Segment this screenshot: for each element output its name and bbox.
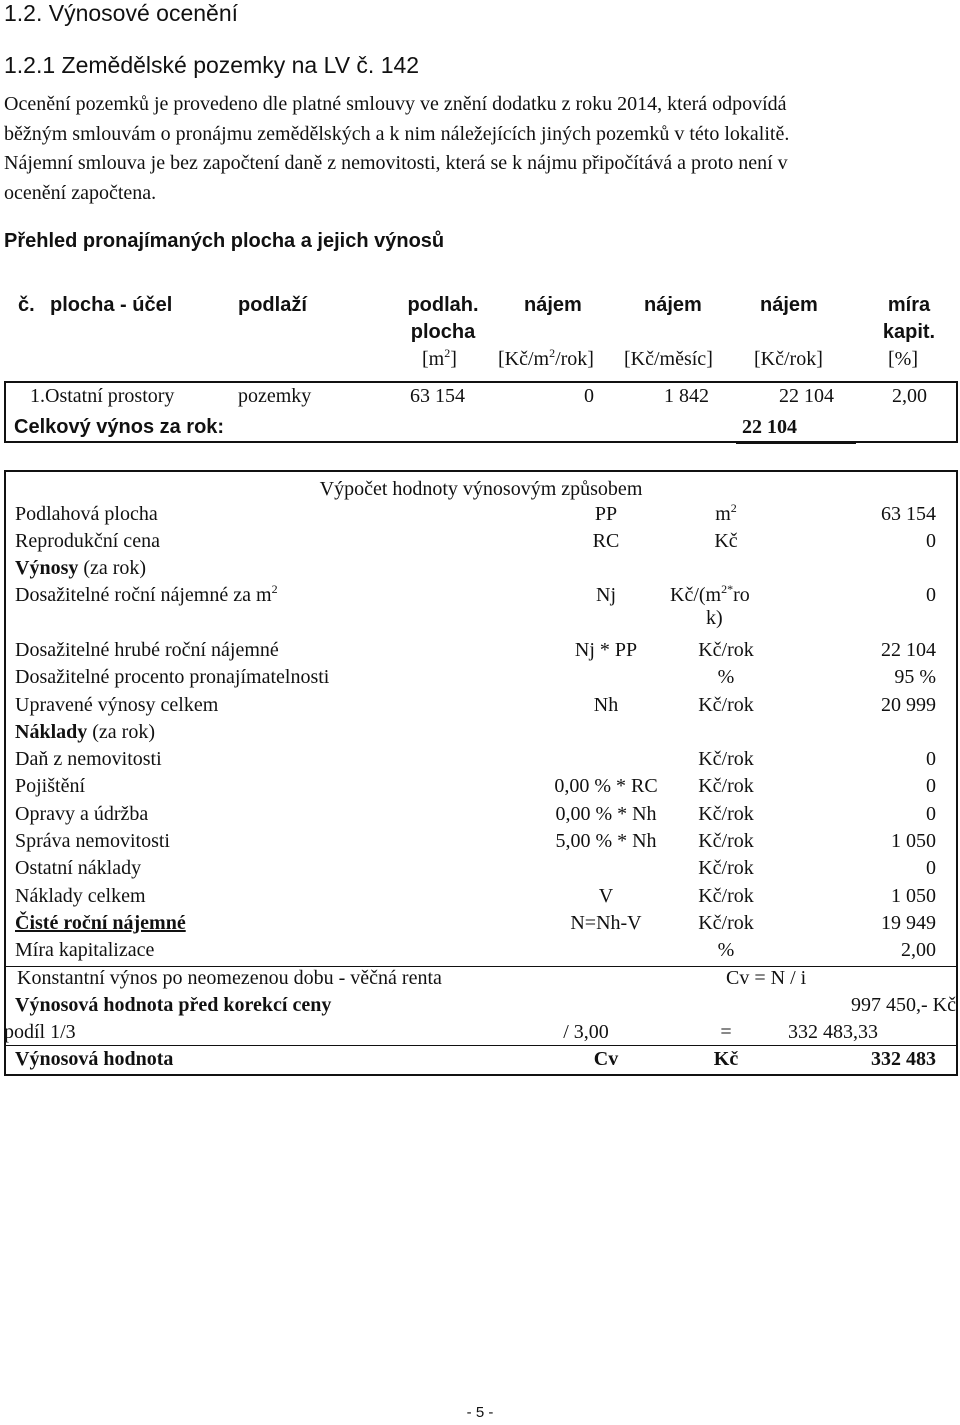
calc-value: 19 949 xyxy=(881,912,936,934)
paragraph-line: Ocenění pozemků je provedeno dle platné smlouvy ve znění dodatku z roku 2014, která odpovídá xyxy=(4,93,787,115)
unit-cap: [%] xyxy=(888,348,918,370)
row-name: 1.Ostatní prostory xyxy=(30,385,175,407)
row-floor: pozemky xyxy=(238,385,312,407)
calc-unit: $Kč/(m^{2*}ro$ k) xyxy=(670,582,750,629)
calc-row xyxy=(6,939,956,966)
calc-row xyxy=(6,748,956,775)
calc-label: Pojištění xyxy=(15,775,86,797)
page-number: - 5 - xyxy=(466,1404,494,1421)
calc-unit: Kč/rok xyxy=(698,912,754,934)
calc-unit: % xyxy=(717,939,735,961)
calc-label: Daň z nemovitosti xyxy=(15,748,162,770)
calc-row xyxy=(6,775,956,802)
divider xyxy=(6,1045,956,1046)
calc-symbol: Cv xyxy=(593,1048,619,1070)
col-header-number: č. xyxy=(18,294,35,316)
intro-paragraph xyxy=(4,90,954,208)
calc-label: Výnosová hodnota xyxy=(15,1048,174,1070)
paragraph-line: běžným smlouvám o pronájmu zemědělských a k nim náležejících jiných pozemků v této lokalitě. xyxy=(4,122,790,145)
calc-symbol: Nj xyxy=(596,584,616,606)
col-header-area-l2: plocha xyxy=(410,321,476,343)
calc-row xyxy=(6,557,956,584)
calc-value: 0 xyxy=(926,530,936,552)
calc-label: Dosažitelné roční nájemné za $m^2$ xyxy=(15,582,278,606)
calc-label: Náklady (za rok) xyxy=(15,721,155,743)
calc-label: Náklady celkem xyxy=(15,885,146,907)
calc-label: Míra kapitalizace xyxy=(15,939,155,961)
calc-row xyxy=(6,830,956,857)
calc-label: Dosažitelné hrubé roční nájemné xyxy=(15,639,279,661)
calc-formula: Cv = N / i xyxy=(726,967,807,989)
total-label: Celkový výnos za rok: xyxy=(14,416,225,438)
calc-unit: Kč/rok xyxy=(698,857,754,879)
row-area: 63 154 xyxy=(410,385,465,407)
total-underline xyxy=(736,441,856,444)
calc-unit: = xyxy=(720,1021,732,1043)
calc-label: Konstantní výnos po neomezenou dobu - věčná renta xyxy=(17,967,442,989)
calc-symbol: 0,00 % * RC xyxy=(554,775,658,797)
calc-unit: Kč/rok xyxy=(698,885,754,907)
col-header-rent-month: nájem xyxy=(644,294,702,316)
col-header-floor: podlaží xyxy=(238,294,307,316)
calc-unit: Kč/rok xyxy=(698,775,754,797)
col-header-rent-year: nájem xyxy=(760,294,818,316)
calc-unit: Kč/rok xyxy=(698,830,754,852)
calc-value: 0 xyxy=(926,748,936,770)
unit-rent-month: [Kč/měsíc] xyxy=(624,348,713,370)
calc-row xyxy=(6,994,956,1021)
paragraph-line: ocenění započtena. xyxy=(4,181,157,204)
col-header-cap-l2: kapit. xyxy=(882,321,936,343)
calc-row xyxy=(6,530,956,557)
calc-title: Výpočet hodnoty výnosovým způsobem xyxy=(319,478,643,500)
calc-symbol: Nj * PP xyxy=(574,639,638,661)
calc-unit: Kč/rok xyxy=(698,639,754,661)
calc-row xyxy=(6,803,956,830)
calc-unit: $m^2$ xyxy=(715,501,737,525)
calc-row xyxy=(6,1048,956,1075)
calc-symbol: N=Nh-V xyxy=(570,912,642,934)
calc-row xyxy=(6,582,956,629)
calc-label: Reprodukční cena xyxy=(15,530,160,552)
col-header-rent-m2: nájem xyxy=(524,294,582,316)
calc-symbol: PP xyxy=(594,503,618,525)
calc-row xyxy=(6,666,956,693)
calc-value: 2,00 xyxy=(901,939,936,961)
calc-value: 332 483 xyxy=(871,1048,936,1070)
calc-symbol: Nh xyxy=(593,694,619,716)
calc-value: 0 xyxy=(926,775,936,797)
calc-unit: Kč/rok xyxy=(698,803,754,825)
calc-table xyxy=(4,470,958,1076)
calc-symbol: 0,00 % * Nh xyxy=(555,803,657,825)
overview-table xyxy=(4,284,958,444)
calc-label: Správa nemovitosti xyxy=(15,830,170,852)
calc-value: 0 xyxy=(926,857,936,879)
calc-unit: Kč/rok xyxy=(698,748,754,770)
col-header-purpose: plocha - účel xyxy=(50,294,173,316)
calc-unit: Kč xyxy=(714,530,738,552)
calc-row xyxy=(6,885,956,912)
calc-value: 0 xyxy=(926,803,936,825)
calc-symbol: / 3,00 xyxy=(563,1021,609,1043)
divider xyxy=(956,381,958,441)
unit-area: $[m^2]$ xyxy=(422,346,457,370)
row-cap-rate: 2,00 xyxy=(892,385,927,407)
calc-label: podíl 1/3 xyxy=(4,1021,76,1043)
calc-symbol: V xyxy=(598,885,614,907)
calc-value: 63 154 xyxy=(881,503,936,525)
calc-label: Opravy a údržba xyxy=(15,803,149,825)
unit-rent-m2: $[Kč/m^2/rok]$ xyxy=(498,346,594,370)
col-header-area xyxy=(404,294,482,344)
calc-row xyxy=(6,694,956,721)
calc-value: 1 050 xyxy=(891,830,936,852)
col-header-area-l1: podlah. xyxy=(407,294,479,316)
calc-value: 22 104 xyxy=(881,639,936,661)
calc-label: Ostatní náklady xyxy=(15,857,142,879)
subsection-heading: 1.2.1 Zemědělské pozemky na LV č. 142 xyxy=(4,52,420,78)
calc-label: Výnosová hodnota před korekcí ceny xyxy=(15,994,332,1016)
calc-value: 332 483,33 xyxy=(788,1021,878,1043)
calc-value: 0 xyxy=(926,584,936,606)
row-rent-month: 1 842 xyxy=(664,385,709,407)
calc-value: 95 % xyxy=(894,666,936,688)
row-rent-year: 22 104 xyxy=(779,385,834,407)
calc-value: 1 050 xyxy=(891,885,936,907)
calc-row xyxy=(6,967,956,994)
calc-row xyxy=(6,1021,956,1048)
calc-label: Upravené výnosy celkem xyxy=(15,694,219,716)
overview-title: Přehled pronajímaných plocha a jejich výnosů xyxy=(4,230,445,252)
calc-label: Dosažitelné procento pronajímatelnosti xyxy=(15,666,330,688)
calc-unit: % xyxy=(717,666,735,688)
calc-label: Čisté roční nájemné xyxy=(15,912,186,934)
calc-row xyxy=(6,639,956,666)
calc-label: Výnosy (za rok) xyxy=(15,557,147,579)
calc-row xyxy=(6,912,956,939)
calc-label: Podlahová plocha xyxy=(15,503,158,525)
calc-row xyxy=(6,857,956,884)
calc-row xyxy=(6,721,956,748)
col-header-cap xyxy=(874,294,944,344)
calc-value: 997 450,- Kč xyxy=(851,994,956,1016)
divider xyxy=(4,381,958,383)
calc-row xyxy=(6,503,956,530)
section-heading: 1.2. Výnosové ocenění xyxy=(4,0,238,26)
calc-unit: Kč xyxy=(713,1048,739,1070)
total-value: 22 104 xyxy=(742,416,797,438)
paragraph-line: Nájemní smlouva je bez započtení daně z nemovitosti, která se k nájmu připočítává a proto není v xyxy=(4,152,788,174)
row-rent-m2: 0 xyxy=(584,385,594,407)
divider xyxy=(4,381,6,441)
col-header-cap-l1: míra xyxy=(887,294,931,316)
calc-symbol: 5,00 % * Nh xyxy=(555,830,657,852)
calc-unit: Kč/rok xyxy=(698,694,754,716)
calc-symbol: RC xyxy=(592,530,620,552)
unit-rent-year: [Kč/rok] xyxy=(754,348,823,370)
calc-value: 20 999 xyxy=(881,694,936,716)
